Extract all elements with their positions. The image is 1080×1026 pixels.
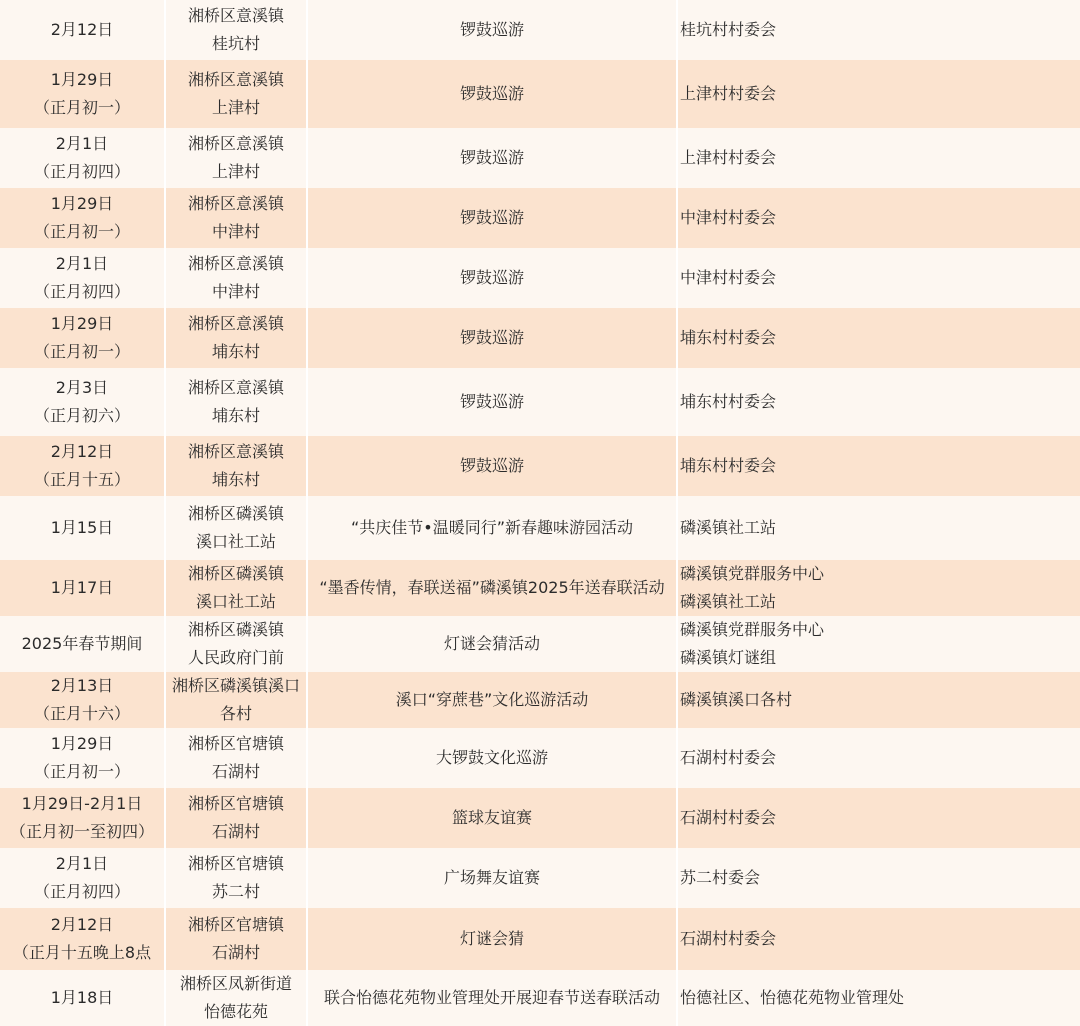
location-cell: 湘桥区官塘镇 石湖村 (166, 788, 308, 848)
date-cell: 1月17日 (0, 560, 166, 616)
date-cell: 2025年春节期间 (0, 616, 166, 672)
date-cell: 1月15日 (0, 496, 166, 560)
organizer-cell: 磷溪镇党群服务中心 磷溪镇灯谜组 (680, 620, 825, 667)
organizer-cell: 怡德社区、怡德花苑物业管理处 (680, 988, 905, 1007)
activity-cell: 锣鼓巡游 (308, 0, 678, 60)
activity-cell: 锣鼓巡游 (308, 368, 678, 436)
date-cell: 2月12日 （正月十五） (0, 436, 166, 496)
organizer-cell: 磷溪镇社工站 (680, 518, 777, 537)
activity-cell: 灯谜会猜活动 (308, 616, 678, 672)
table-row (0, 368, 1080, 436)
activity-cell: 篮球友谊赛 (308, 788, 678, 848)
date-cell: 1月29日 （正月初一） (0, 188, 166, 248)
location-cell: 湘桥区意溪镇 埔东村 (166, 368, 308, 436)
organizer-cell: 苏二村委会 (680, 868, 761, 887)
organizer-cell: 埔东村村委会 (680, 392, 777, 411)
organizer-cell: 石湖村村委会 (680, 748, 777, 767)
organizer-cell: 磷溪镇党群服务中心 磷溪镇社工站 (680, 564, 825, 611)
table-row (0, 728, 1080, 788)
table-row (0, 60, 1080, 128)
activity-cell: “墨香传情，春联送福”磷溪镇2025年送春联活动 (308, 560, 678, 616)
table-row (0, 128, 1080, 188)
location-cell: 湘桥区磷溪镇溪口 各村 (166, 672, 308, 728)
activity-cell: 锣鼓巡游 (308, 248, 678, 308)
table-row (0, 672, 1080, 728)
activity-cell: 联合怡德花苑物业管理处开展迎春节送春联活动 (308, 970, 678, 1026)
activity-cell: 锣鼓巡游 (308, 308, 678, 368)
table-row (0, 188, 1080, 248)
location-cell: 湘桥区意溪镇 埔东村 (166, 436, 308, 496)
location-cell: 湘桥区意溪镇 中津村 (166, 188, 308, 248)
table-row (0, 788, 1080, 848)
location-cell: 湘桥区意溪镇 埔东村 (166, 308, 308, 368)
location-cell: 湘桥区官塘镇 苏二村 (166, 848, 308, 908)
organizer-cell: 中津村村委会 (680, 268, 777, 287)
table-row (0, 308, 1080, 368)
organizer-cell: 石湖村村委会 (680, 808, 777, 827)
date-cell: 2月3日 （正月初六） (0, 368, 166, 436)
date-cell: 2月1日 （正月初四） (0, 128, 166, 188)
table-row (0, 248, 1080, 308)
date-cell: 1月29日 （正月初一） (0, 728, 166, 788)
organizer-cell: 埔东村村委会 (680, 328, 777, 347)
activity-cell: 广场舞友谊赛 (308, 848, 678, 908)
date-cell: 1月18日 (0, 970, 166, 1026)
organizer-cell: 上津村村委会 (680, 84, 777, 103)
location-cell: 湘桥区磷溪镇 人民政府门前 (166, 616, 308, 672)
location-cell: 湘桥区磷溪镇 溪口社工站 (166, 496, 308, 560)
table-row (0, 496, 1080, 560)
date-cell: 2月1日 （正月初四） (0, 848, 166, 908)
activity-cell: 锣鼓巡游 (308, 188, 678, 248)
location-cell: 湘桥区官塘镇 石湖村 (166, 908, 308, 970)
table-row (0, 908, 1080, 970)
date-cell: 1月29日 （正月初一） (0, 60, 166, 128)
date-cell: 2月12日 （正月十五晚上8点 (0, 908, 166, 970)
location-cell: 湘桥区意溪镇 上津村 (166, 128, 308, 188)
table-row (0, 848, 1080, 908)
date-cell: 2月13日 （正月十六） (0, 672, 166, 728)
table-row (0, 560, 1080, 616)
activity-cell: “共庆佳节•温暖同行”新春趣味游园活动 (308, 496, 678, 560)
activity-cell: 锣鼓巡游 (308, 60, 678, 128)
location-cell: 湘桥区凤新街道 怡德花苑 (166, 970, 308, 1026)
activity-cell: 锣鼓巡游 (308, 128, 678, 188)
organizer-cell: 中津村村委会 (680, 208, 777, 227)
date-cell: 2月12日 (0, 0, 166, 60)
activity-cell: 锣鼓巡游 (308, 436, 678, 496)
date-cell: 1月29日-2月1日 （正月初一至初四） (0, 788, 166, 848)
table-row (0, 436, 1080, 496)
organizer-cell: 桂坑村村委会 (680, 20, 777, 39)
date-cell: 2月1日 （正月初四） (0, 248, 166, 308)
organizer-cell: 磷溪镇溪口各村 (680, 690, 793, 709)
organizer-cell: 埔东村村委会 (680, 456, 777, 475)
activity-cell: 灯谜会猜 (308, 908, 678, 970)
activity-cell: 大锣鼓文化巡游 (308, 728, 678, 788)
location-cell: 湘桥区意溪镇 桂坑村 (166, 0, 308, 60)
table-row (0, 616, 1080, 672)
location-cell: 湘桥区官塘镇 石湖村 (166, 728, 308, 788)
location-cell: 湘桥区磷溪镇 溪口社工站 (166, 560, 308, 616)
organizer-cell: 石湖村村委会 (680, 929, 777, 948)
activity-cell: 溪口“穿蔗巷”文化巡游活动 (308, 672, 678, 728)
date-cell: 1月29日 （正月初一） (0, 308, 166, 368)
table-row (0, 0, 1080, 60)
location-cell: 湘桥区意溪镇 上津村 (166, 60, 308, 128)
table-row (0, 970, 1080, 1026)
organizer-cell: 上津村村委会 (680, 148, 777, 167)
location-cell: 湘桥区意溪镇 中津村 (166, 248, 308, 308)
